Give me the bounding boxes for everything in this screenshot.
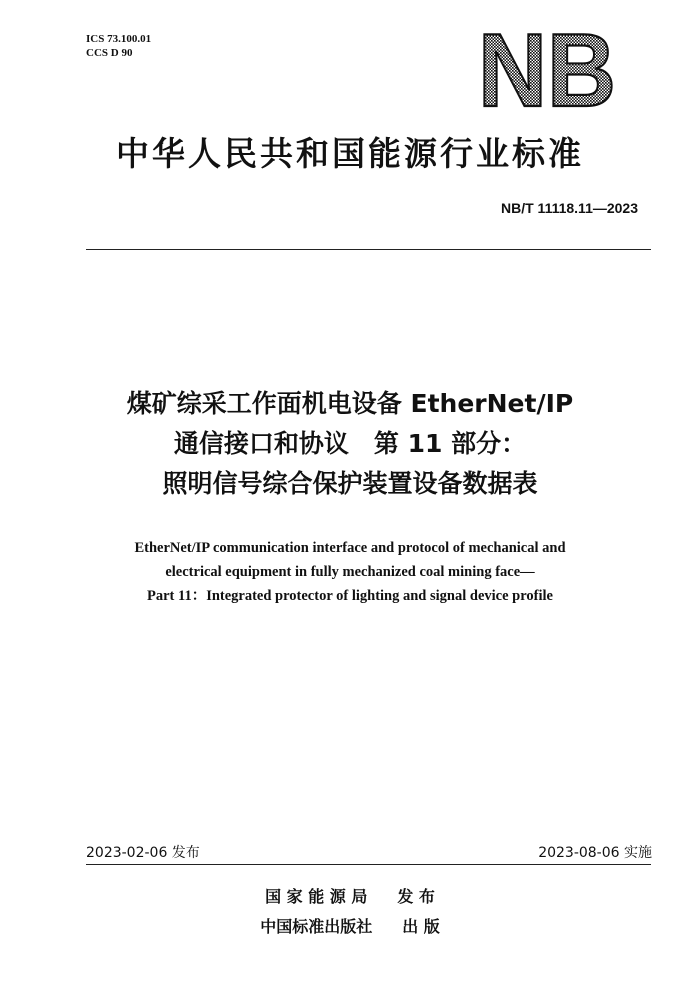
english-title-line: EtherNet/IP communication interface and protocol of mechanical and xyxy=(134,540,566,556)
top-divider xyxy=(86,249,651,250)
chinese-title-line: 照明信号综合保护装置设备数据表 xyxy=(162,469,538,498)
authority-action: 发 布 xyxy=(397,887,435,906)
bottom-divider xyxy=(86,864,651,865)
implementation-date: 2023-08-06 实施 xyxy=(538,845,652,861)
publisher-action: 出 版 xyxy=(402,917,440,936)
classification-codes xyxy=(86,32,151,60)
authority-name: 国 家 能 源 局 xyxy=(265,887,368,906)
standard-number: NB/T 11118.11—2023 xyxy=(501,200,638,216)
organization-title: 中华人民共和国能源行业标准 xyxy=(116,134,584,173)
issue-date: 2023-02-06 发布 xyxy=(86,845,200,861)
issuing-authority xyxy=(0,884,700,907)
chinese-title xyxy=(60,384,640,504)
english-title-line: electrical equipment in fully mechanized coal mining face— xyxy=(165,564,535,580)
english-title-line: Part 11：Integrated protector of lighting and signal device profile xyxy=(147,588,553,604)
ccs-code: CCS D 90 xyxy=(86,47,133,59)
chinese-title-line: 通信接口和协议 第 11 部分： xyxy=(173,429,527,458)
publisher-name: 中国标准出版社 xyxy=(260,917,373,936)
ics-code: ICS 73.100.01 xyxy=(86,33,152,45)
publisher xyxy=(0,914,700,937)
logo-text: NB xyxy=(478,22,616,114)
english-title xyxy=(60,536,640,608)
chinese-title-line: 煤矿综采工作面机电设备 EtherNet/IP xyxy=(126,389,574,418)
nb-logo xyxy=(476,22,618,114)
